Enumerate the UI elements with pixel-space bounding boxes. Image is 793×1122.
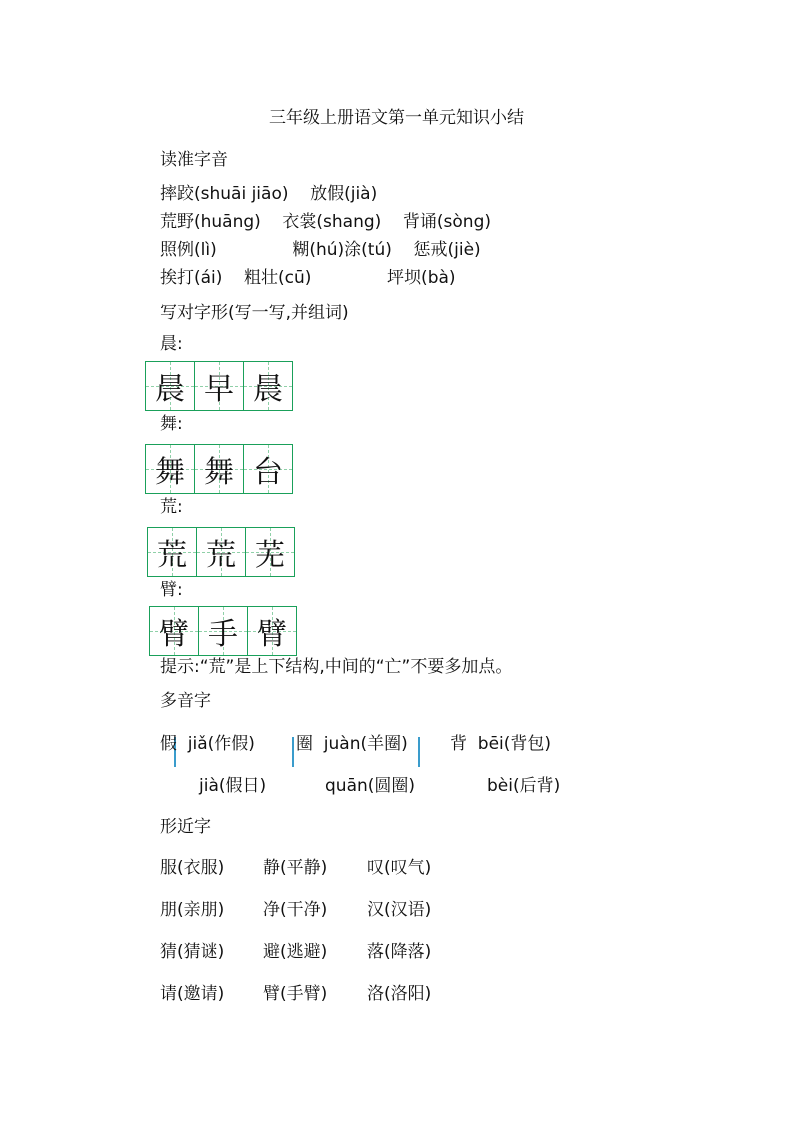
similar-char: 臂(手臂): [263, 984, 328, 1004]
pronunciation-line: 荒野(huāng) 衣裳(shang) 背诵(sòng): [160, 212, 491, 232]
section-heading-writing: 写对字形(写一写,并组词): [160, 303, 349, 323]
grid-cell: 芜: [245, 527, 295, 577]
writing-grid: [146, 444, 293, 494]
char-label: 荒:: [160, 497, 183, 517]
grid-cell: 晨: [243, 361, 293, 411]
char-label: 晨:: [160, 334, 183, 354]
similar-char: 汉(汉语): [367, 900, 432, 920]
grid-cell: 晨: [145, 361, 195, 411]
writing-grid: [150, 606, 297, 656]
pronunciation-line: 挨打(ái) 粗壮(cū) 坪坝(bà): [160, 268, 456, 288]
similar-char: 静(平静): [263, 858, 328, 878]
writing-grid: [146, 361, 293, 411]
grid-cell: 舞: [145, 444, 195, 494]
polyphone-entry: quān(圆圈): [325, 776, 416, 796]
polyphone-entry: 假 jiǎ(作假): [160, 734, 255, 754]
similar-char: 避(逃避): [263, 942, 328, 962]
pronunciation-line: 照例(lì) 糊(hú)涂(tú) 惩戒(jiè): [160, 240, 481, 260]
section-heading-similar-chars: 形近字: [160, 817, 211, 837]
similar-char: 叹(叹气): [367, 858, 432, 878]
polyphone-entry: jià(假日): [199, 776, 267, 796]
grid-cell: 舞: [194, 444, 244, 494]
pronunciation-line: 摔跤(shuāi jiāo) 放假(jià): [160, 184, 378, 204]
grid-cell: 荒: [147, 527, 197, 577]
grid-cell: 臂: [149, 606, 199, 656]
polyphone-entry: 背 bēi(背包): [450, 734, 552, 754]
similar-char: 落(降落): [367, 942, 432, 962]
grid-cell: 荒: [196, 527, 246, 577]
similar-char: 净(干净): [263, 900, 328, 920]
section-heading-polyphones: 多音字: [160, 691, 211, 711]
section-heading-pronunciation: 读准字音: [160, 150, 228, 170]
brace-icon: [418, 737, 423, 767]
writing-grid: [148, 527, 295, 577]
tip-text: 提示:“荒”是上下结构,中间的“亡”不要多加点。: [160, 657, 513, 677]
polyphone-entry: bèi(后背): [487, 776, 561, 796]
similar-char: 猜(猜谜): [160, 942, 225, 962]
char-label: 臂:: [160, 580, 183, 600]
grid-cell: 手: [198, 606, 248, 656]
grid-cell: 早: [194, 361, 244, 411]
char-label: 舞:: [160, 414, 183, 434]
similar-char: 朋(亲朋): [160, 900, 225, 920]
page-title: 三年级上册语文第一单元知识小结: [269, 108, 524, 128]
grid-cell: 台: [243, 444, 293, 494]
grid-cell: 臂: [247, 606, 297, 656]
similar-char: 请(邀请): [160, 984, 225, 1004]
polyphone-entry: 圈 juàn(羊圈): [296, 734, 408, 754]
similar-char: 洛(洛阳): [367, 984, 432, 1004]
similar-char: 服(衣服): [160, 858, 225, 878]
